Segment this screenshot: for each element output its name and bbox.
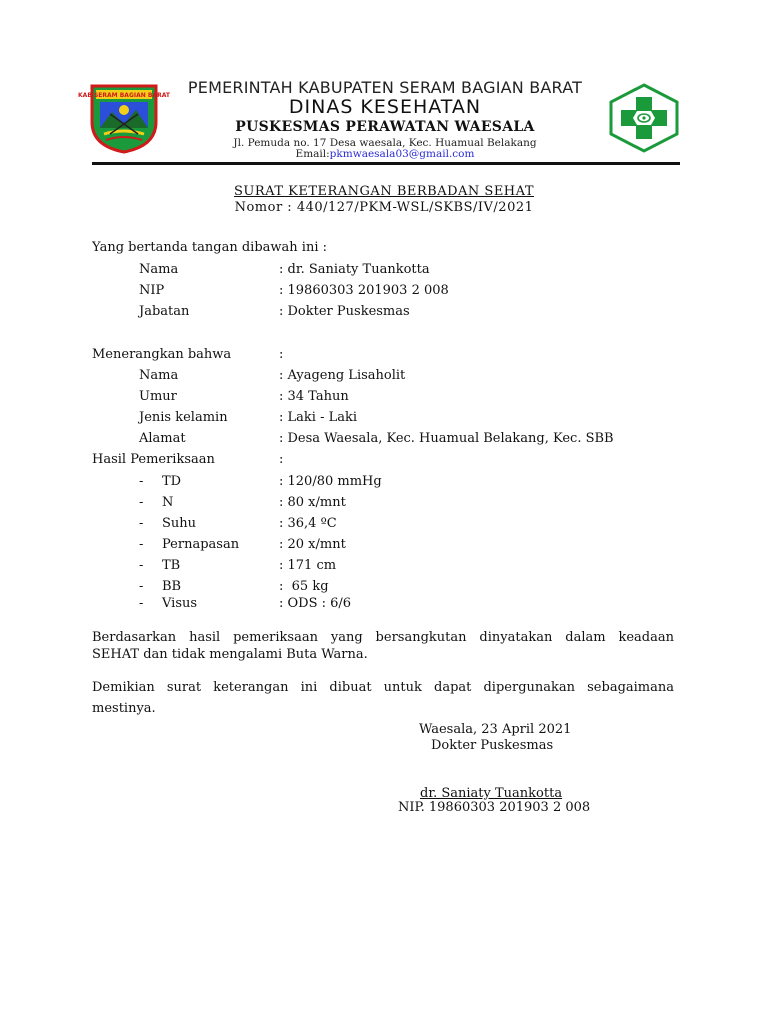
result-height-label: TB <box>162 558 181 573</box>
signature-nip: NIP. 19860303 201903 2 008 <box>398 800 591 815</box>
closing-line-2: mestinya. <box>92 701 156 716</box>
patient-name-label: Nama <box>139 368 179 383</box>
result-pulse-value: : 80 x/mnt <box>279 495 346 510</box>
result-weight-value: : 65 kg <box>279 579 329 594</box>
result-height-value: : 171 cm <box>279 558 337 573</box>
patient-age-value: : 34 Tahun <box>279 389 349 404</box>
result-visus-label: Visus <box>162 596 198 611</box>
patient-name-value: : Ayageng Lisaholit <box>279 368 406 383</box>
result-bullet: - <box>139 596 144 611</box>
signature-role: Dokter Puskesmas <box>431 738 554 753</box>
header-agency: DINAS KESEHATAN <box>288 96 482 118</box>
exam-colon: : <box>279 452 284 467</box>
closing-paragraph <box>92 679 674 717</box>
signer-name-value: : dr. Saniaty Tuankotta <box>279 262 430 277</box>
regency-emblem-icon <box>78 82 170 154</box>
header-email <box>160 148 610 160</box>
header-rule <box>92 162 680 165</box>
conclusion-line-1: Berdasarkan hasil pemeriksaan yang bersangkutan dinyatakan dalam keadaan <box>92 630 674 645</box>
result-td-label: TD <box>162 474 182 489</box>
document-title: SURAT KETERANGAN BERBADAN SEHAT <box>234 184 534 199</box>
result-td-value: : 120/80 mmHg <box>279 474 382 489</box>
patient-address-value: : Desa Waesala, Kec. Huamual Belakang, Kec. SBB <box>279 431 614 446</box>
result-bullet: - <box>139 516 144 531</box>
patient-age-label: Umur <box>139 389 177 404</box>
patient-sex-value: : Laki - Laki <box>279 410 358 425</box>
signer-position-value: : Dokter Puskesmas <box>279 304 410 319</box>
result-resp-value: : 20 x/mnt <box>279 537 346 552</box>
email-link[interactable]: pkmwaesala03@gmail.com <box>329 148 475 160</box>
left-logo-text: KAB SERAM BAGIAN BARAT <box>78 92 170 99</box>
intro-text: Yang bertanda tangan dibawah ini : <box>92 240 327 255</box>
result-pulse-label: N <box>162 495 174 510</box>
conclusion-paragraph <box>92 629 674 663</box>
result-bullet: - <box>139 474 144 489</box>
result-bullet: - <box>139 495 144 510</box>
result-temp-value: : 36,4 ºC <box>279 516 337 531</box>
signer-name-label: Nama <box>139 262 179 277</box>
patient-address-label: Alamat <box>139 431 186 446</box>
signature-place-date: Waesala, 23 April 2021 <box>419 722 572 737</box>
explains-colon: : <box>279 347 284 362</box>
explains-label: Menerangkan bahwa <box>92 347 232 362</box>
result-resp-label: Pernapasan <box>162 537 240 552</box>
document-number: Nomor : 440/127/PKM-WSL/SKBS/IV/2021 <box>234 200 534 215</box>
header-puskesmas: PUSKESMAS PERAWATAN WAESALA <box>235 119 535 135</box>
signer-nip-label: NIP <box>139 283 165 298</box>
puskesmas-cross-icon <box>607 83 681 153</box>
conclusion-line-2: SEHAT dan tidak mengalami Buta Warna. <box>92 647 368 662</box>
closing-line-1: Demikian surat keterangan ini dibuat untuk dapat dipergunakan sebagaimana <box>92 680 674 695</box>
result-weight-label: BB <box>162 579 182 594</box>
exam-label: Hasil Pemeriksaan <box>92 452 215 467</box>
signer-nip-value: : 19860303 201903 2 008 <box>279 283 449 298</box>
email-label: Email: <box>295 148 330 160</box>
header-government: PEMERINTAH KABUPATEN SERAM BAGIAN BARAT <box>187 78 583 97</box>
result-bullet: - <box>139 558 144 573</box>
signature-name: dr. Saniaty Tuankotta <box>420 786 563 801</box>
result-bullet: - <box>139 537 144 552</box>
result-bullet: - <box>139 579 144 594</box>
patient-sex-label: Jenis kelamin <box>139 410 228 425</box>
header-address: Jl. Pemuda no. 17 Desa waesala, Kec. Huamual Belakang <box>233 137 537 149</box>
result-visus-value: : ODS : 6/6 <box>279 596 352 611</box>
signer-position-label: Jabatan <box>139 304 190 319</box>
result-temp-label: Suhu <box>162 516 197 531</box>
